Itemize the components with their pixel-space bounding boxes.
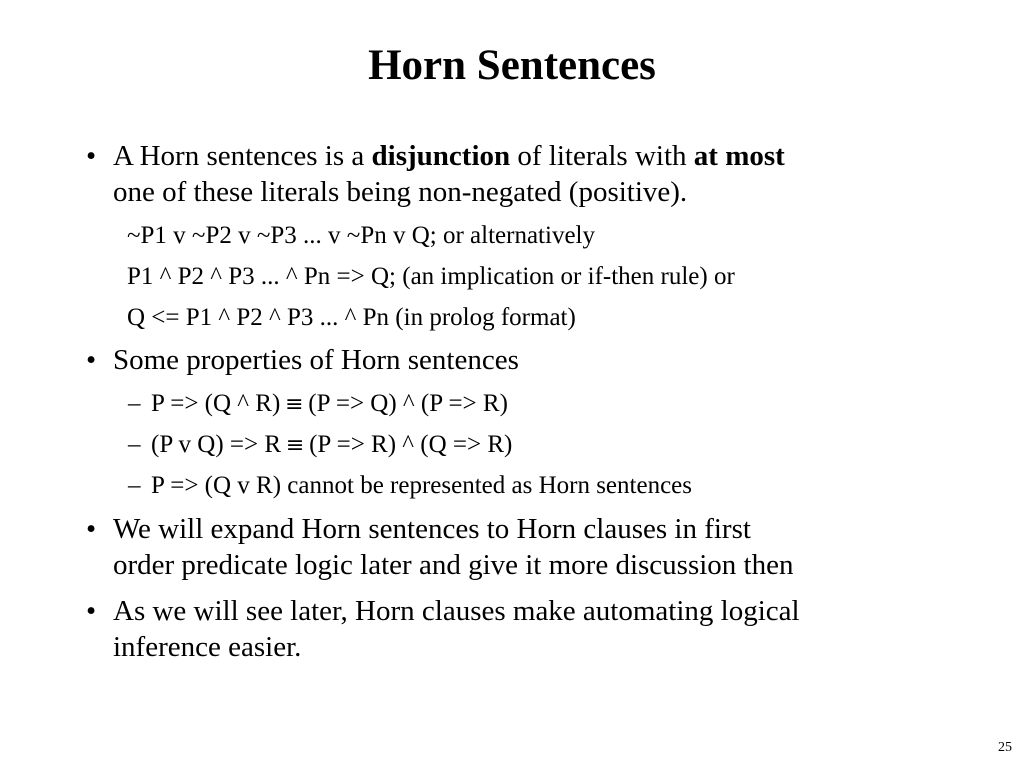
- slide-title: Horn Sentences: [368, 42, 656, 89]
- dash-marker: –: [128, 390, 141, 417]
- property-1-left: P => (Q ^ R): [151, 390, 281, 417]
- property-2: [151, 431, 512, 460]
- property-2-right: (P => R) ^ (Q => R): [309, 431, 513, 458]
- bullet-marker: •: [86, 595, 97, 627]
- dash-marker: –: [128, 472, 141, 499]
- bullet-4-line-2: inference easier.: [113, 631, 302, 663]
- bullet-4-line-1: As we will see later, Horn clauses make automating logical: [113, 595, 800, 627]
- equivalence-symbol: ≡: [285, 433, 305, 458]
- property-3: P => (Q v R) cannot be represented as Horn sentences: [151, 472, 692, 499]
- bullet-marker: •: [86, 513, 97, 545]
- bullet-3-line-1: We will expand Horn sentences to Horn clauses in first: [113, 513, 751, 545]
- bullet-1-term-at-most: at most: [693, 140, 785, 172]
- property-1: [151, 390, 508, 419]
- bullet-1-text-a: A Horn sentences is a: [113, 140, 372, 172]
- bullet-1-term-disjunction: disjunction: [371, 140, 511, 172]
- page-number: 25: [998, 740, 1012, 755]
- bullet-1-text-b: of literals with: [510, 140, 694, 172]
- bullet-3-line-2: order predicate logic later and give it more discussion then: [113, 549, 794, 581]
- dash-marker: –: [128, 431, 141, 458]
- bullet-1-line-1: [113, 140, 785, 172]
- bullet-marker: •: [86, 140, 97, 172]
- formula-prolog: Q <= P1 ^ P2 ^ P3 ... ^ Pn (in prolog format): [127, 304, 576, 331]
- property-1-right: (P => Q) ^ (P => R): [308, 390, 508, 417]
- bullet-1-line-2: one of these literals being non-negated (positive).: [113, 176, 688, 208]
- formula-disjunction: ~P1 v ~P2 v ~P3 ... v ~Pn v Q; or alternatively: [127, 222, 595, 249]
- bullet-2-text: Some properties of Horn sentences: [113, 344, 519, 376]
- formula-implication: P1 ^ P2 ^ P3 ... ^ Pn => Q; (an implication or if-then rule) or: [127, 263, 735, 290]
- equivalence-symbol: ≡: [285, 392, 304, 417]
- property-2-left: (P v Q) => R: [151, 431, 282, 458]
- bullet-marker: •: [86, 344, 97, 376]
